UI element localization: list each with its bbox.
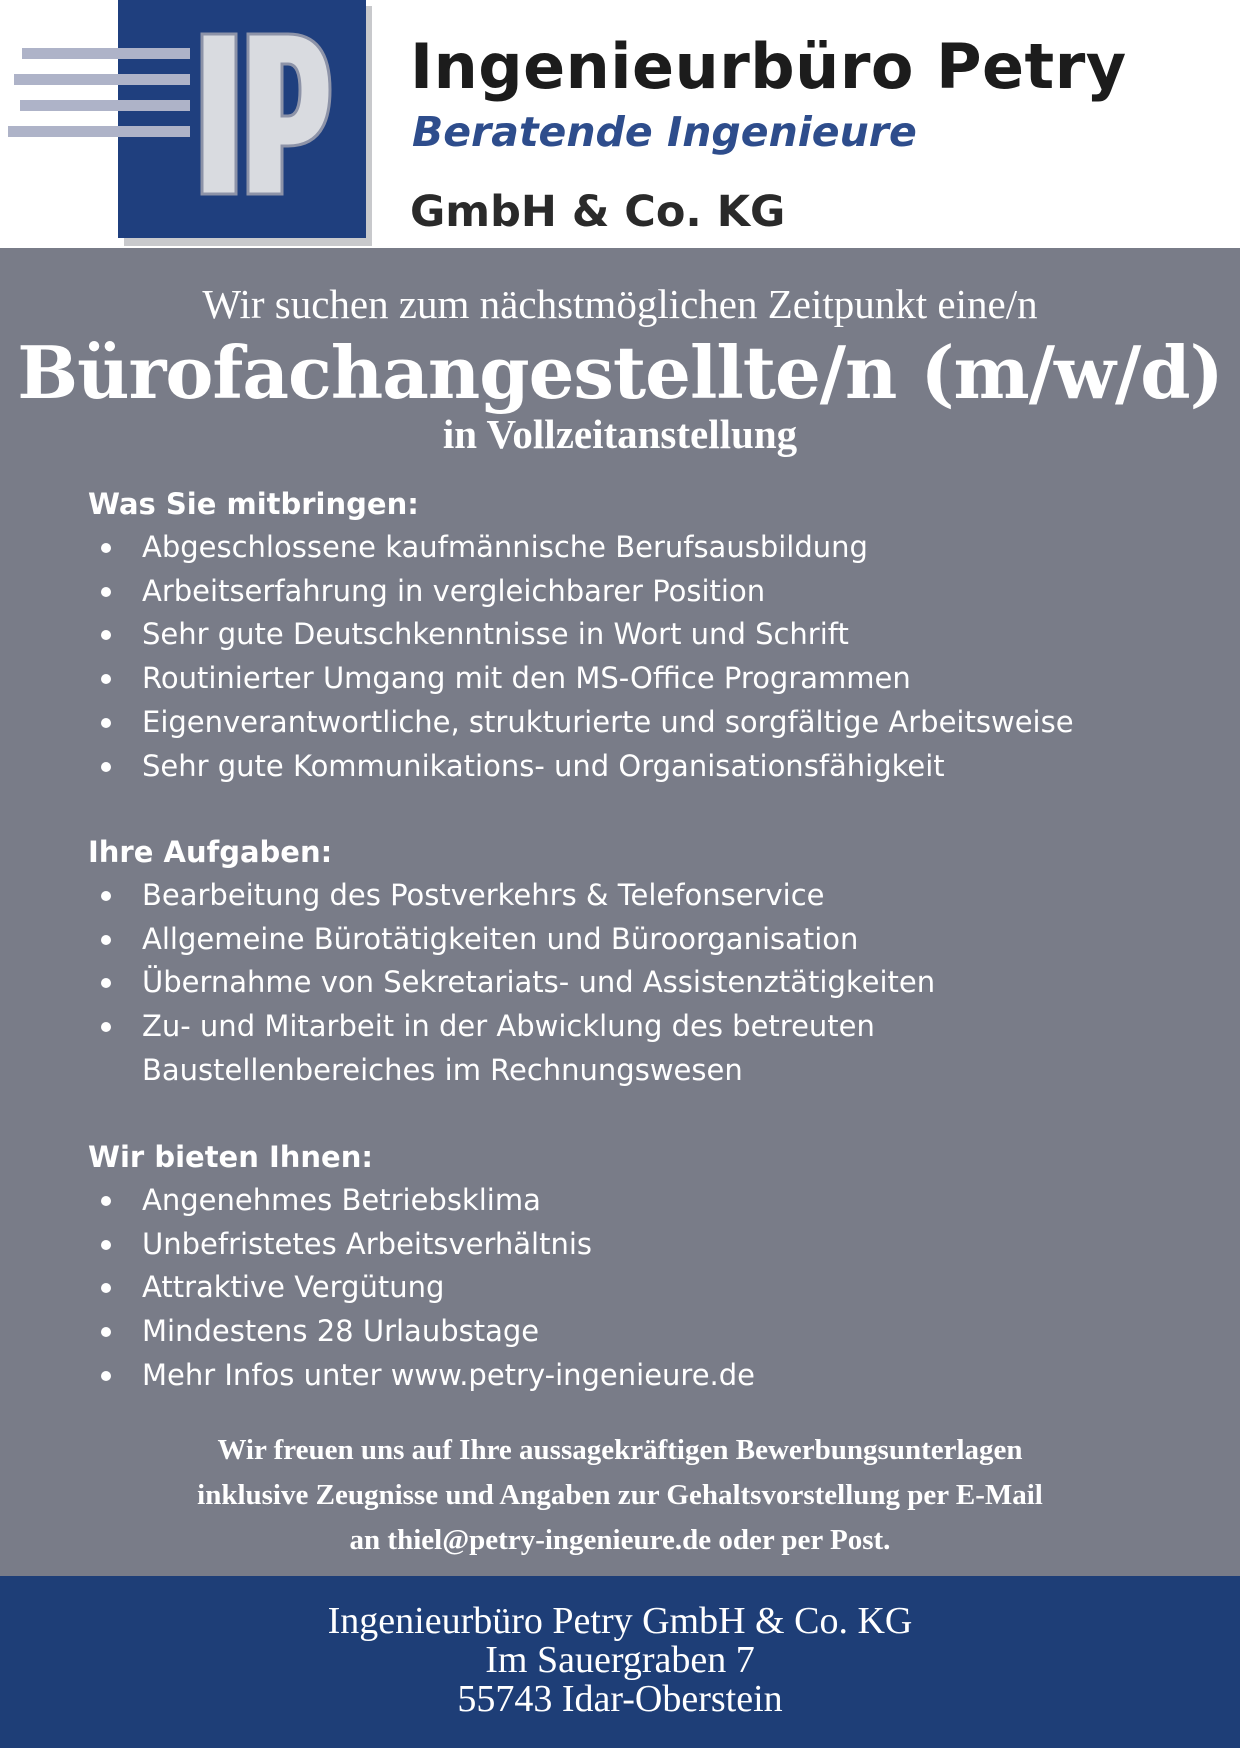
logo-square	[118, 0, 366, 238]
logo-stripe	[14, 74, 190, 85]
company-subtitle: Beratende Ingenieure	[412, 108, 917, 156]
bullet-icon	[101, 891, 111, 901]
section-heading: Ihre Aufgaben:	[88, 835, 333, 869]
job-title: Bürofachangestellte/n (m/w/d)	[17, 330, 1223, 415]
closing-line: inklusive Zeugnisse und Angaben zur Gehaltsvorstellung per E-Mail	[197, 1479, 1043, 1511]
bullet-icon	[101, 543, 111, 553]
logo-stripe	[22, 48, 190, 59]
bullet-icon	[101, 587, 111, 597]
bullet-icon	[101, 1283, 111, 1293]
section-heading: Was Sie mitbringen:	[88, 487, 419, 521]
bullet-list	[88, 526, 1188, 788]
list-item: Unbefristetes Arbeitsverhältnis	[88, 1223, 1188, 1267]
list-item: Sehr gute Kommunikations- und Organisationsfähigkeit	[88, 745, 1188, 789]
section-tasks	[88, 830, 1188, 1093]
company-legal-form: GmbH & Co. KG	[410, 187, 786, 237]
list-item: Routinierter Umgang mit den MS-Office Programmen	[88, 657, 1188, 701]
list-item: Zu- und Mitarbeit in der Abwicklung des betreuten	[88, 1005, 1188, 1049]
intro-line: Wir suchen zum nächstmöglichen Zeitpunkt eine/n	[202, 281, 1038, 327]
list-item: Bearbeitung des Postverkehrs & Telefonservice	[88, 874, 1188, 918]
bullet-icon	[101, 1327, 111, 1337]
list-item: Mehr Infos unter www.petry-ingenieure.de	[88, 1354, 1188, 1398]
bullet-icon	[101, 1240, 111, 1250]
bullet-icon	[101, 630, 111, 640]
closing-line: Wir freuen uns auf Ihre aussagekräftigen Bewerbungsunterlagen	[217, 1434, 1023, 1466]
bullet-list	[88, 1179, 1188, 1398]
list-item: Attraktive Vergütung	[88, 1266, 1188, 1310]
footer-city: 55743 Idar-Oberstein	[457, 1678, 783, 1720]
bullet-icon	[101, 1196, 111, 1206]
bullet-icon	[101, 1022, 111, 1032]
company-name: Ingenieurbüro Petry	[410, 30, 1127, 103]
logo-stripe	[20, 100, 190, 111]
closing-statement	[0, 1428, 1240, 1563]
list-item-continuation: Baustellenbereiches im Rechnungswesen	[142, 1052, 743, 1087]
footer-address	[0, 1576, 1240, 1748]
list-item: Arbeitserfahrung in vergleichbarer Position	[88, 570, 1188, 614]
footer-street: Im Sauergraben 7	[485, 1639, 755, 1681]
logo-letter-i	[202, 34, 236, 194]
company-logo	[0, 0, 380, 248]
bullet-icon	[101, 1371, 111, 1381]
list-item: Eigenverantwortliche, strukturierte und sorgfältige Arbeitsweise	[88, 701, 1188, 745]
bullet-icon	[101, 935, 111, 945]
bullet-icon	[101, 718, 111, 728]
list-item: Angenehmes Betriebsklima	[88, 1179, 1188, 1223]
closing-line: an thiel@petry-ingenieure.de oder per Post.	[349, 1524, 891, 1556]
logo-stripe	[8, 126, 190, 137]
list-item: Mindestens 28 Urlaubstage	[88, 1310, 1188, 1354]
list-item: Allgemeine Bürotätigkeiten und Büroorganisation	[88, 918, 1188, 962]
bullet-icon	[101, 978, 111, 988]
bullet-icon	[101, 674, 111, 684]
list-item: Sehr gute Deutschkenntnisse in Wort und Schrift	[88, 613, 1188, 657]
section-benefits	[88, 1135, 1188, 1398]
section-heading: Wir bieten Ihnen:	[88, 1140, 373, 1174]
bullet-icon	[101, 762, 111, 772]
list-item: Übernahme von Sekretariats- und Assistenztätigkeiten	[88, 961, 1188, 1005]
job-type: in Vollzeitanstellung	[442, 411, 798, 457]
footer-company: Ingenieurbüro Petry GmbH & Co. KG	[327, 1600, 913, 1642]
list-item: Abgeschlossene kaufmännische Berufsausbildung	[88, 526, 1188, 570]
section-requirements	[88, 482, 1188, 788]
header	[0, 0, 1240, 248]
bullet-list	[88, 874, 1188, 1093]
